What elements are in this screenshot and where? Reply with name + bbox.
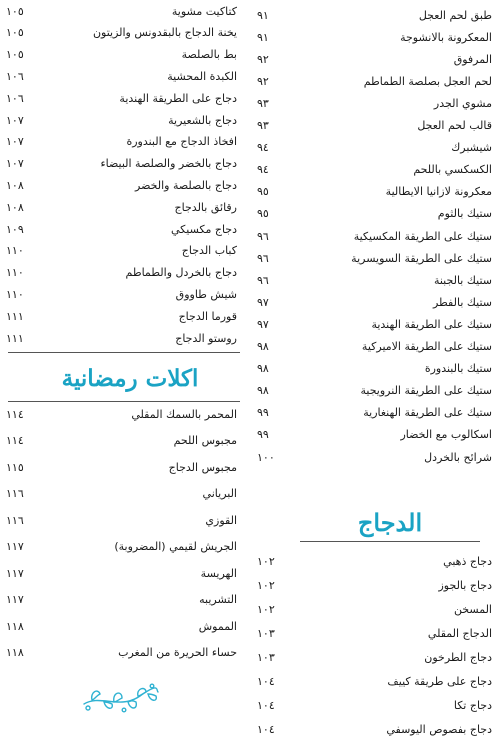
recipe-title: افخاذ الدجاج مع البندورة [126, 135, 237, 149]
page-number: ٩٤ [257, 163, 269, 177]
toc-entry [0, 327, 245, 349]
toc-entry [255, 92, 500, 114]
page-number: ١٠٥ [6, 26, 24, 40]
recipe-title: شرائح بالخردل [424, 450, 492, 464]
toc-entry [255, 313, 500, 335]
page-number: ١٠٢ [257, 554, 275, 568]
recipe-title: الجريش لقيمي (المضروبة) [114, 540, 237, 553]
toc-entry [255, 424, 500, 446]
toc-entry [255, 181, 500, 203]
page-number: ١١٥ [6, 460, 24, 474]
recipe-title: المرفوق [453, 52, 492, 66]
toc-entry [255, 670, 500, 692]
page-number: ١١١ [6, 309, 24, 323]
page-number: ١١٨ [6, 619, 24, 633]
recipe-title: شيشبرك [451, 141, 492, 155]
chicken-heading-rule [300, 541, 480, 542]
toc-entry [0, 509, 245, 531]
ramadan-section-heading: اكلات رمضانية [61, 365, 199, 392]
recipe-title: مجبوس اللحم [173, 434, 237, 447]
toc-entry [0, 403, 245, 425]
toc-entry [255, 203, 500, 225]
toc-entry [255, 247, 500, 269]
recipe-title: الكسكسي باللحم [413, 163, 492, 177]
toc-entry [0, 218, 245, 240]
toc-entry [0, 196, 245, 218]
toc-entry [255, 550, 500, 572]
toc-entry [255, 137, 500, 159]
recipe-title: مجبوس الدجاج [168, 460, 237, 474]
toc-entry [0, 0, 245, 22]
recipe-title: الهريسة [200, 566, 237, 580]
page-number: ٩٣ [257, 96, 269, 110]
recipe-title: لحم العجل بصلصة الطماطم [363, 74, 492, 88]
toc-entry [255, 598, 500, 620]
page-number: ١٠٥ [6, 4, 24, 18]
recipe-title: رقائق بالدجاج [174, 200, 237, 214]
recipe-title: دجاج بالصلصة والخضر [135, 178, 237, 192]
page-number: ٩٦ [257, 273, 269, 287]
recipe-title: دجاج مكسيكي [171, 222, 237, 236]
toc-entry [255, 115, 500, 137]
toc-entry [0, 642, 245, 664]
toc-entry [0, 174, 245, 196]
page-number: ١٠٠ [257, 450, 275, 464]
toc-entry [255, 159, 500, 181]
toc-entry [0, 131, 245, 153]
page-number: ٩٢ [257, 74, 269, 88]
toc-entry [255, 225, 500, 247]
page-number: ١٠٤ [257, 698, 275, 712]
recipe-title: المحمر بالسمك المقلي [131, 407, 237, 421]
recipe-title: مشوي الجدر [433, 96, 492, 110]
page-number: ١٠٧ [6, 113, 24, 127]
toc-entry [255, 336, 500, 358]
recipe-title: حساء الحريرة من المغرب [118, 646, 237, 659]
recipe-title: ستيك على الطريقة السويسرية [351, 251, 492, 265]
page-number: ٩٩ [257, 406, 269, 420]
page-number: ١١٤ [6, 407, 24, 421]
recipe-title: بط بالصلصة [181, 48, 237, 62]
recipe-title: قورما الدجاج [178, 309, 237, 323]
toc-entry [255, 694, 500, 716]
page-number: ١١٦ [6, 487, 24, 500]
page-number: ١١٠ [6, 244, 24, 258]
toc-entry [255, 402, 500, 424]
page-number: ١٠٦ [6, 91, 24, 105]
page-number: ٩٧ [257, 317, 269, 331]
recipe-title: كتاكيت مشوية [171, 4, 237, 18]
recipe-title: اسكالوب مع الخضار [400, 428, 492, 442]
recipe-title: دجاج بالخضر والصلصة البيضاء [100, 157, 237, 171]
page-number: ١٠٩ [6, 222, 24, 236]
recipe-title: المسخن [453, 602, 492, 616]
recipe-title: ستيك بالجبنة [433, 273, 492, 287]
page-number: ١١١ [6, 331, 24, 345]
recipe-title: دجاج على الطريقة الهندية [119, 91, 237, 105]
toc-entry [0, 22, 245, 44]
recipe-title: ستيك على الطريقة الاميركية [361, 340, 492, 353]
page-number: ١٠٨ [6, 178, 24, 192]
toc-entry [0, 283, 245, 305]
page-number: ٩١ [257, 30, 269, 44]
page-number: ٩٧ [257, 295, 269, 309]
page-number: ٩٨ [257, 340, 269, 353]
toc-entry [255, 574, 500, 596]
recipe-title: كباب الدجاج [181, 244, 237, 258]
page-number: ٩٢ [257, 52, 269, 66]
toc-entry [0, 305, 245, 327]
recipe-title: ستيك بالفطر [432, 295, 492, 309]
page-number: ٩٥ [257, 207, 269, 221]
toc-entry [0, 153, 245, 175]
recipe-title: معكرونة لازانيا الايطالية [385, 185, 492, 199]
chicken-section-heading: الدجاج [357, 508, 423, 537]
page-number: ١٠٧ [6, 135, 24, 149]
recipe-title: التشريبه [199, 593, 237, 606]
toc-entry [0, 109, 245, 131]
recipe-title: الكبدة المحشية [167, 69, 237, 83]
recipe-title: شيش طاووق [175, 287, 237, 301]
toc-entry [255, 380, 500, 402]
page-number: ٩٦ [257, 251, 269, 265]
page-number: ١١٠ [6, 266, 24, 280]
ramadan-bottom-rule [8, 401, 240, 402]
recipe-title: ستيك بالثوم [437, 207, 492, 221]
page-number: ١١٨ [6, 646, 24, 659]
page-number: ٩٨ [257, 384, 269, 398]
recipe-title: ستيك على الطريقة الهنغارية [363, 406, 492, 420]
recipe-title: دجاج ذهبي [443, 554, 492, 568]
recipe-title: قالب لحم العجل [417, 119, 492, 132]
page-number: ١٠٤ [257, 722, 275, 736]
recipe-title: ستيك على الطريقة الهندية [371, 317, 492, 331]
recipe-title: يخنة الدجاج بالبقدونس والزيتون [92, 26, 237, 40]
page-number: ٩٨ [257, 362, 269, 376]
recipe-title: دجاج بالجوز [438, 578, 492, 592]
toc-entry [0, 262, 245, 284]
page-number: ٩١ [257, 8, 269, 22]
recipe-title: ستيك على الطريقة المكسيكية [353, 229, 492, 243]
recipe-title: دجاج بالشعيرية [168, 113, 237, 127]
page-number: ٩٣ [257, 119, 269, 132]
toc-entry [0, 87, 245, 109]
toc-entry [0, 65, 245, 87]
page-number: ١٠٧ [6, 157, 24, 171]
page-number: ٩٥ [257, 185, 269, 199]
toc-entry [0, 44, 245, 66]
toc-entry [0, 562, 245, 584]
toc-entry [0, 589, 245, 611]
page-number: ٩٩ [257, 428, 269, 442]
ramadan-top-rule [8, 352, 240, 353]
toc-entry [0, 483, 245, 505]
toc-entry [0, 536, 245, 558]
toc-entry [255, 358, 500, 380]
toc-entry [255, 4, 500, 26]
recipe-title: دجاج الطرخون [424, 650, 492, 664]
page-number: ٩٤ [257, 141, 269, 155]
page-number: ١١٦ [6, 513, 24, 527]
page-number: ٩٦ [257, 229, 269, 243]
recipe-title: دجاج بالخردل والطماطم [125, 266, 237, 280]
toc-entry [255, 646, 500, 668]
toc-entry [0, 456, 245, 478]
toc-entry [255, 48, 500, 70]
recipe-title: البرياني [202, 487, 237, 500]
recipe-title: دجاج تكا [453, 698, 492, 712]
toc-entry [0, 615, 245, 637]
page-number: ١١٧ [6, 540, 24, 553]
page-number: ١١٤ [6, 434, 24, 447]
toc-entry [0, 240, 245, 262]
recipe-title: القوزي [205, 513, 237, 527]
toc-entry [255, 718, 500, 740]
recipe-title: روستو الدجاج [175, 331, 237, 345]
recipe-title: طبق لحم العجل [418, 8, 492, 22]
page-number: ١١٠ [6, 287, 24, 301]
page-number: ١١٧ [6, 593, 24, 606]
page-number: ١٠٥ [6, 48, 24, 62]
toc-entry [255, 622, 500, 644]
toc-entry [255, 446, 500, 468]
recipe-title: ستيك على الطريقة النرويجية [360, 384, 492, 398]
recipe-title: دجاج بفصوص اليوسفي [386, 722, 492, 736]
recipe-title: الدجاج المقلي [427, 626, 492, 640]
toc-entry [255, 269, 500, 291]
page-number: ١٠٤ [257, 674, 275, 688]
recipe-title: ستيك بالبندورة [424, 362, 492, 376]
page-number: ١٠٣ [257, 626, 275, 640]
toc-entry [0, 430, 245, 452]
toc-entry [255, 70, 500, 92]
page-number: ١٠٢ [257, 578, 275, 592]
floral-vine-icon [80, 680, 160, 714]
recipe-title: المعكرونة بالانشوجة [400, 30, 492, 44]
page-number: ١٠٣ [257, 650, 275, 664]
page-number: ١٠٨ [6, 200, 24, 214]
page-number: ١٠٦ [6, 69, 24, 83]
toc-entry [255, 26, 500, 48]
recipe-title: دجاج على طريقة كييف [387, 674, 492, 688]
toc-entry [255, 291, 500, 313]
recipe-title: المموش [198, 619, 237, 633]
page-number: ١٠٢ [257, 602, 275, 616]
page-number: ١١٧ [6, 566, 24, 580]
